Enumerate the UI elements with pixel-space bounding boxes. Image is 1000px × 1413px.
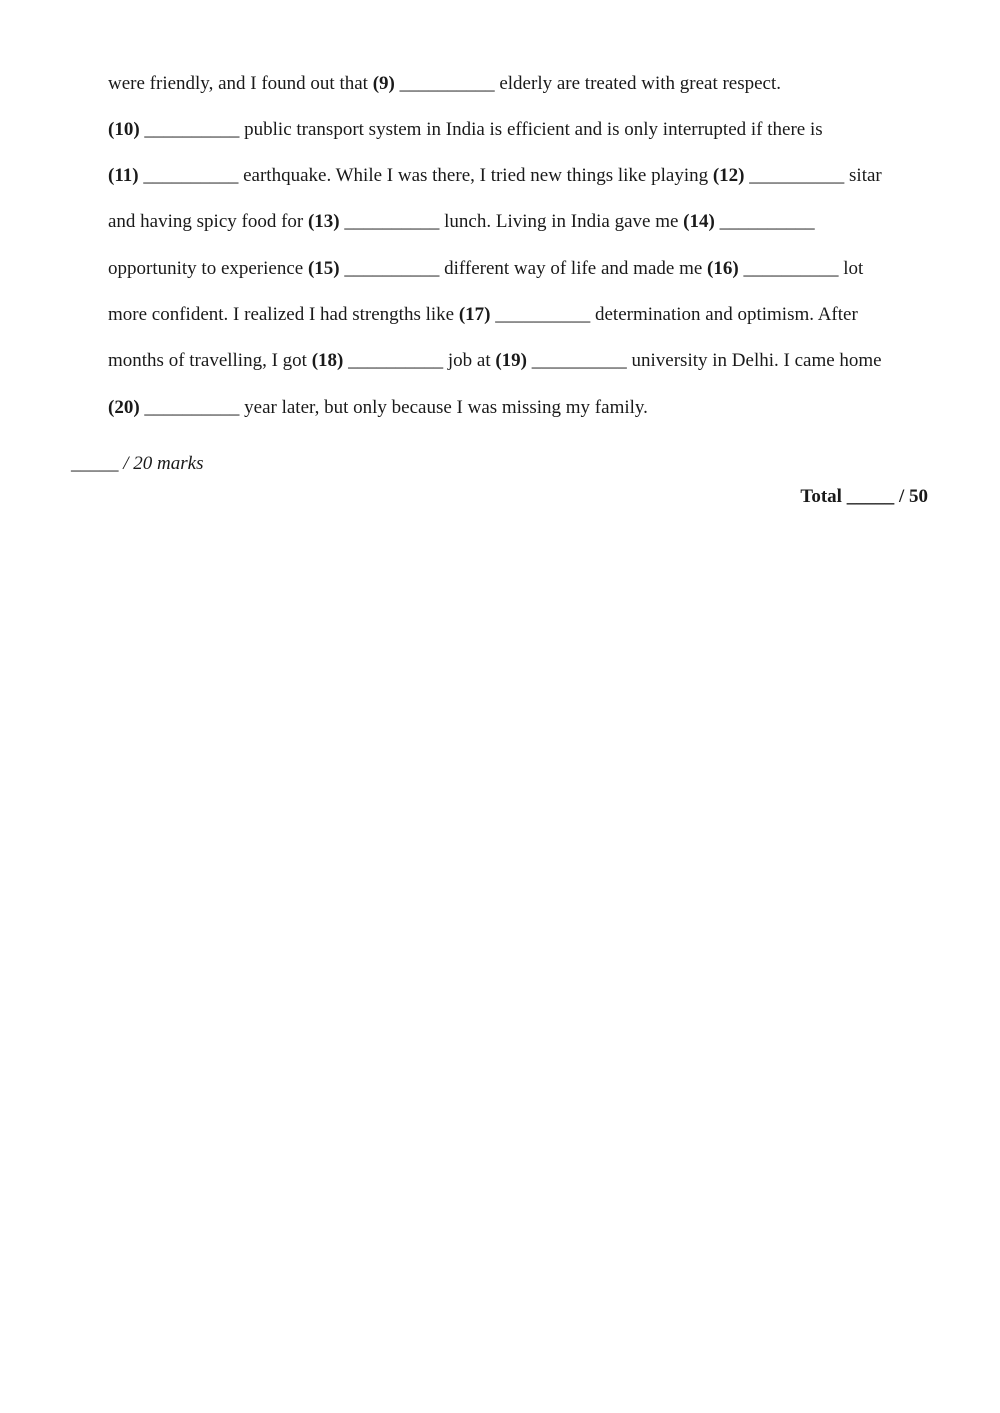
question-number: (13) <box>307 211 340 232</box>
total-score: Total _____ / 50 <box>800 486 928 507</box>
passage-line-6 <box>108 303 858 327</box>
passage-text: __________ lunch. Living in India gave me <box>339 211 684 232</box>
passage-text: __________ earthquake. While I was there, I tried new things like playing <box>138 165 713 186</box>
passage-line-1 <box>108 72 781 96</box>
passage-text: more confident. I realized I had strengths like <box>108 304 459 325</box>
passage-line-3 <box>108 164 882 188</box>
question-number: (9) <box>372 73 395 94</box>
passage-text: __________ <box>714 211 815 232</box>
passage-text: were friendly, and I found out that <box>108 73 373 94</box>
passage-text: __________ lot <box>738 258 864 279</box>
passage-line-2 <box>108 118 823 142</box>
passage-text: __________ sitar <box>744 165 882 186</box>
question-number: (18) <box>311 350 344 371</box>
passage-line-7 <box>108 349 882 373</box>
passage-text: __________ public transport system in India is efficient and is only interrupted if there is <box>139 119 823 140</box>
question-number: (20) <box>108 397 140 418</box>
passage-line-5 <box>108 257 863 281</box>
question-number: (16) <box>707 258 739 279</box>
question-number: (12) <box>712 165 745 186</box>
question-number: (10) <box>108 119 140 140</box>
passage-text: __________ elderly are treated with great respect. <box>394 73 782 94</box>
question-number: (14) <box>683 211 715 232</box>
passage-line-8 <box>108 396 648 420</box>
passage-text: __________ year later, but only because I was missing my family. <box>139 397 648 418</box>
passage-text: months of travelling, I got <box>108 350 312 371</box>
passage-line-4 <box>108 210 815 234</box>
passage-text: __________ different way of life and made me <box>339 258 708 279</box>
question-number: (11) <box>108 165 139 186</box>
passage-text: opportunity to experience <box>108 258 308 279</box>
question-number: (17) <box>458 304 491 325</box>
passage-text: __________ determination and optimism. After <box>490 304 858 325</box>
question-number: (19) <box>495 350 528 371</box>
passage-text: and having spicy food for <box>108 211 308 232</box>
question-number: (15) <box>307 258 340 279</box>
section-marks: _____ / 20 marks <box>71 453 204 474</box>
passage-text: __________ university in Delhi. I came home <box>527 350 882 371</box>
passage-text: __________ job at <box>343 350 496 371</box>
